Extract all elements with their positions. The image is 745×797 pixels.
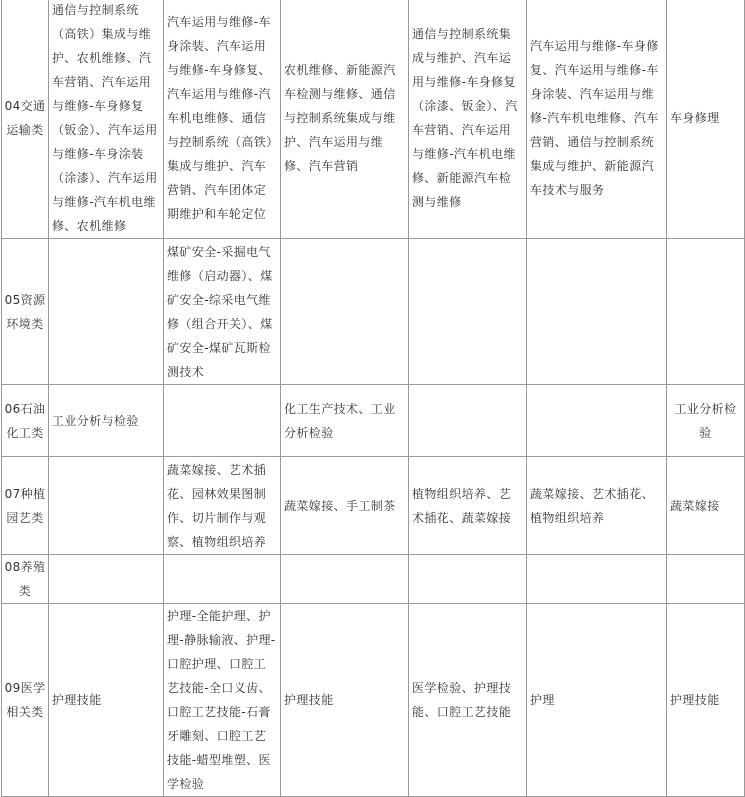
table-cell: 蔬菜嫁接 [667,457,745,555]
table-cell: 植物组织培养、艺术插花、蔬菜嫁接 [409,457,527,555]
table-cell [527,385,667,457]
table-row-medical [2,604,745,797]
table-cell [409,555,527,604]
table-cell: 汽车运用与维修-车身涂装、汽车运用与维修-车身修复、汽车运用与维修-汽车机电维修、通信与控制系统（高铁）集成与维护、汽车营销、汽车团体定期维护和车轮定位 [164,0,281,239]
table-cell: 护理技能 [49,604,164,797]
table-cell [164,555,281,604]
table-cell: 蔬菜嫁接、手工制茶 [281,457,409,555]
table-cell: 煤矿安全-采掘电气维修（启动器）、煤矿安全-综采电气维修（组合开关）、煤矿安全-煤矿瓦斯检测技术 [164,239,281,385]
table-cell: 护理-全能护理、护理-静脉输液、护理-口腔护理、口腔工艺技能-全口义齿、口腔工艺技能-石膏牙雕刻、口腔工艺技能-蜡型堆塑、医学检验 [164,604,281,797]
table-cell: 汽车运用与维修-车身修复、汽车运用与维修-车身涂装、汽车运用与维修-汽车机电维修、汽车营销、通信与控制系统集成与维护、新能源汽车技术与服务 [527,0,667,239]
table-cell: 工业分析检验 [667,385,745,457]
table-cell: 化工生产技术、工业分析检验 [281,385,409,457]
table-row-breeding [2,555,745,604]
table-cell: 医学检验、护理技能、口腔工艺技能 [409,604,527,797]
table-row-petrochem [2,385,745,457]
table-cell [49,457,164,555]
table-cell [49,555,164,604]
table-cell [281,555,409,604]
table-cell [409,239,527,385]
category-cell: 04交通运输类 [2,0,49,239]
skills-table [1,0,745,797]
table-cell: 工业分析与检验 [49,385,164,457]
table-cell: 车身修理 [667,0,745,239]
table-row-transport [2,0,745,239]
table-cell: 护理技能 [281,604,409,797]
table-cell [281,239,409,385]
category-cell: 05资源环境类 [2,239,49,385]
table-cell: 通信与控制系统（高铁）集成与维护、农机维修、汽车营销、汽车运用与维修-车身修复（钣金）、汽车运用与维修-车身涂装（涂漆）、汽车运用与维修-汽车机电维修、农机维修 [49,0,164,239]
category-cell: 09医学相关类 [2,604,49,797]
table-cell [49,239,164,385]
category-cell: 07种植园艺类 [2,457,49,555]
table-cell: 通信与控制系统集成与维护、汽车运用与维修-车身修复（涂漆、钣金）、汽车营销、汽车运用与维修-汽车机电维修、新能源汽车检测与维修 [409,0,527,239]
table-cell [164,385,281,457]
table-cell [667,239,745,385]
category-cell: 08养殖类 [2,555,49,604]
table-row-horticulture [2,457,745,555]
table-cell: 蔬菜嫁接、艺术插花、园林效果图制作、切片制作与观察、植物组织培养 [164,457,281,555]
table-cell: 护理 [527,604,667,797]
table-cell [667,555,745,604]
table-cell: 农机维修、新能源汽车检测与维修、通信与控制系统集成与维护、汽车运用与维修、汽车营销 [281,0,409,239]
table-cell [527,555,667,604]
table-cell [527,239,667,385]
table-cell: 蔬菜嫁接、艺术插花、植物组织培养 [527,457,667,555]
table-row-resources [2,239,745,385]
category-cell: 06石油化工类 [2,385,49,457]
table-cell [409,385,527,457]
table-cell: 护理技能 [667,604,745,797]
